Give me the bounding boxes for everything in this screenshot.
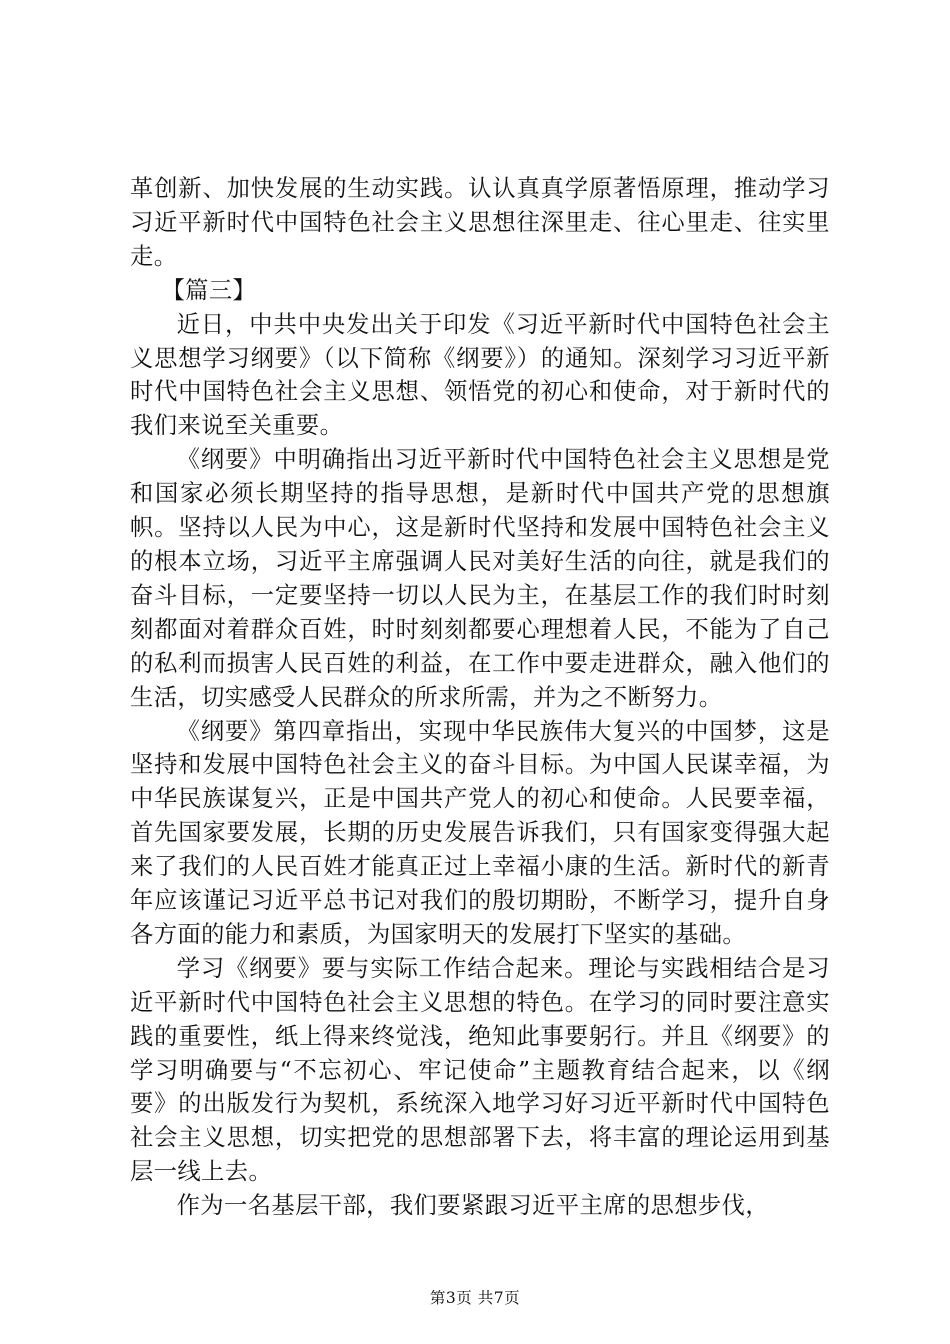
page-number-footer: 第3页 共7页: [429, 1289, 521, 1307]
paragraph-chinese-dream: 《纲要》第四章指出，实现中华民族伟大复兴的中国梦，这是坚持和发展中国特色社会主义的奋斗目标。为中国人民谋幸福，为中华民族谋复兴，正是中国共产党人的初心和使命。人民要幸福，首先国家要发展，长期的历史发展告诉我们，只有国家变得强大起来了我们的人民百姓才能真正过上幸福小康的生活。新时代的新青年应该谨记习近平总书记对我们的殷切期盼，不断学习，提升自身各方面的能力和素质，为国家明天的发展打下坚实的基础。: [130, 717, 830, 948]
paragraph-guiding-thought: 《纲要》中明确指出习近平新时代中国特色社会主义思想是党和国家必须长期坚持的指导思想，是新时代中国共产党的思想旗帜。坚持以人民为中心，这是新时代坚持和发展中国特色社会主义的根本立场，习近平主席强调人民对美好生活的向往，就是我们的奋斗目标，一定要坚持一切以人民为主，在基层工作的我们时时刻刻都面对着群众百姓，时时刻刻都要心理想着人民，不能为了自己的私利而损害人民百姓的利益，在工作中要走进群众，融入他们的生活，切实感受人民群众的所求所需，并为之不断努力。: [130, 446, 830, 711]
paragraph-intro: 近日，中共中央发出关于印发《习近平新时代中国特色社会主义思想学习纲要》（以下简称《纲要》）的通知。深刻学习习近平新时代中国特色社会主义思想、领悟党的初心和使命，对于新时代的我们来说至关重要。: [130, 310, 830, 440]
document-body: [130, 172, 830, 1223]
paragraph-theory-practice: 学习《纲要》要与实际工作结合起来。理论与实践相结合是习近平新时代中国特色社会主义思想的特色。在学习的同时要注意实践的重要性，纸上得来终觉浅，绝知此事要躬行。并且《纲要》的学习明确要与“不忘初心、牢记使命”主题教育结合起来，以《纲要》的出版发行为契机，系统深入地学习好习近平新时代中国特色社会主义思想，切实把党的思想部署下去，将丰富的理论运用到基层一线上去。: [130, 954, 830, 1186]
paragraph-continuation: 革创新、加快发展的生动实践。认认真真学原著悟原理，推动学习习近平新时代中国特色社会主义思想往深里走、往心里走、往实里走。: [130, 175, 830, 270]
section-heading: 【篇三】: [161, 276, 257, 304]
paragraph-closing: 作为一名基层干部，我们要紧跟习近平主席的思想步伐，: [176, 1192, 770, 1220]
